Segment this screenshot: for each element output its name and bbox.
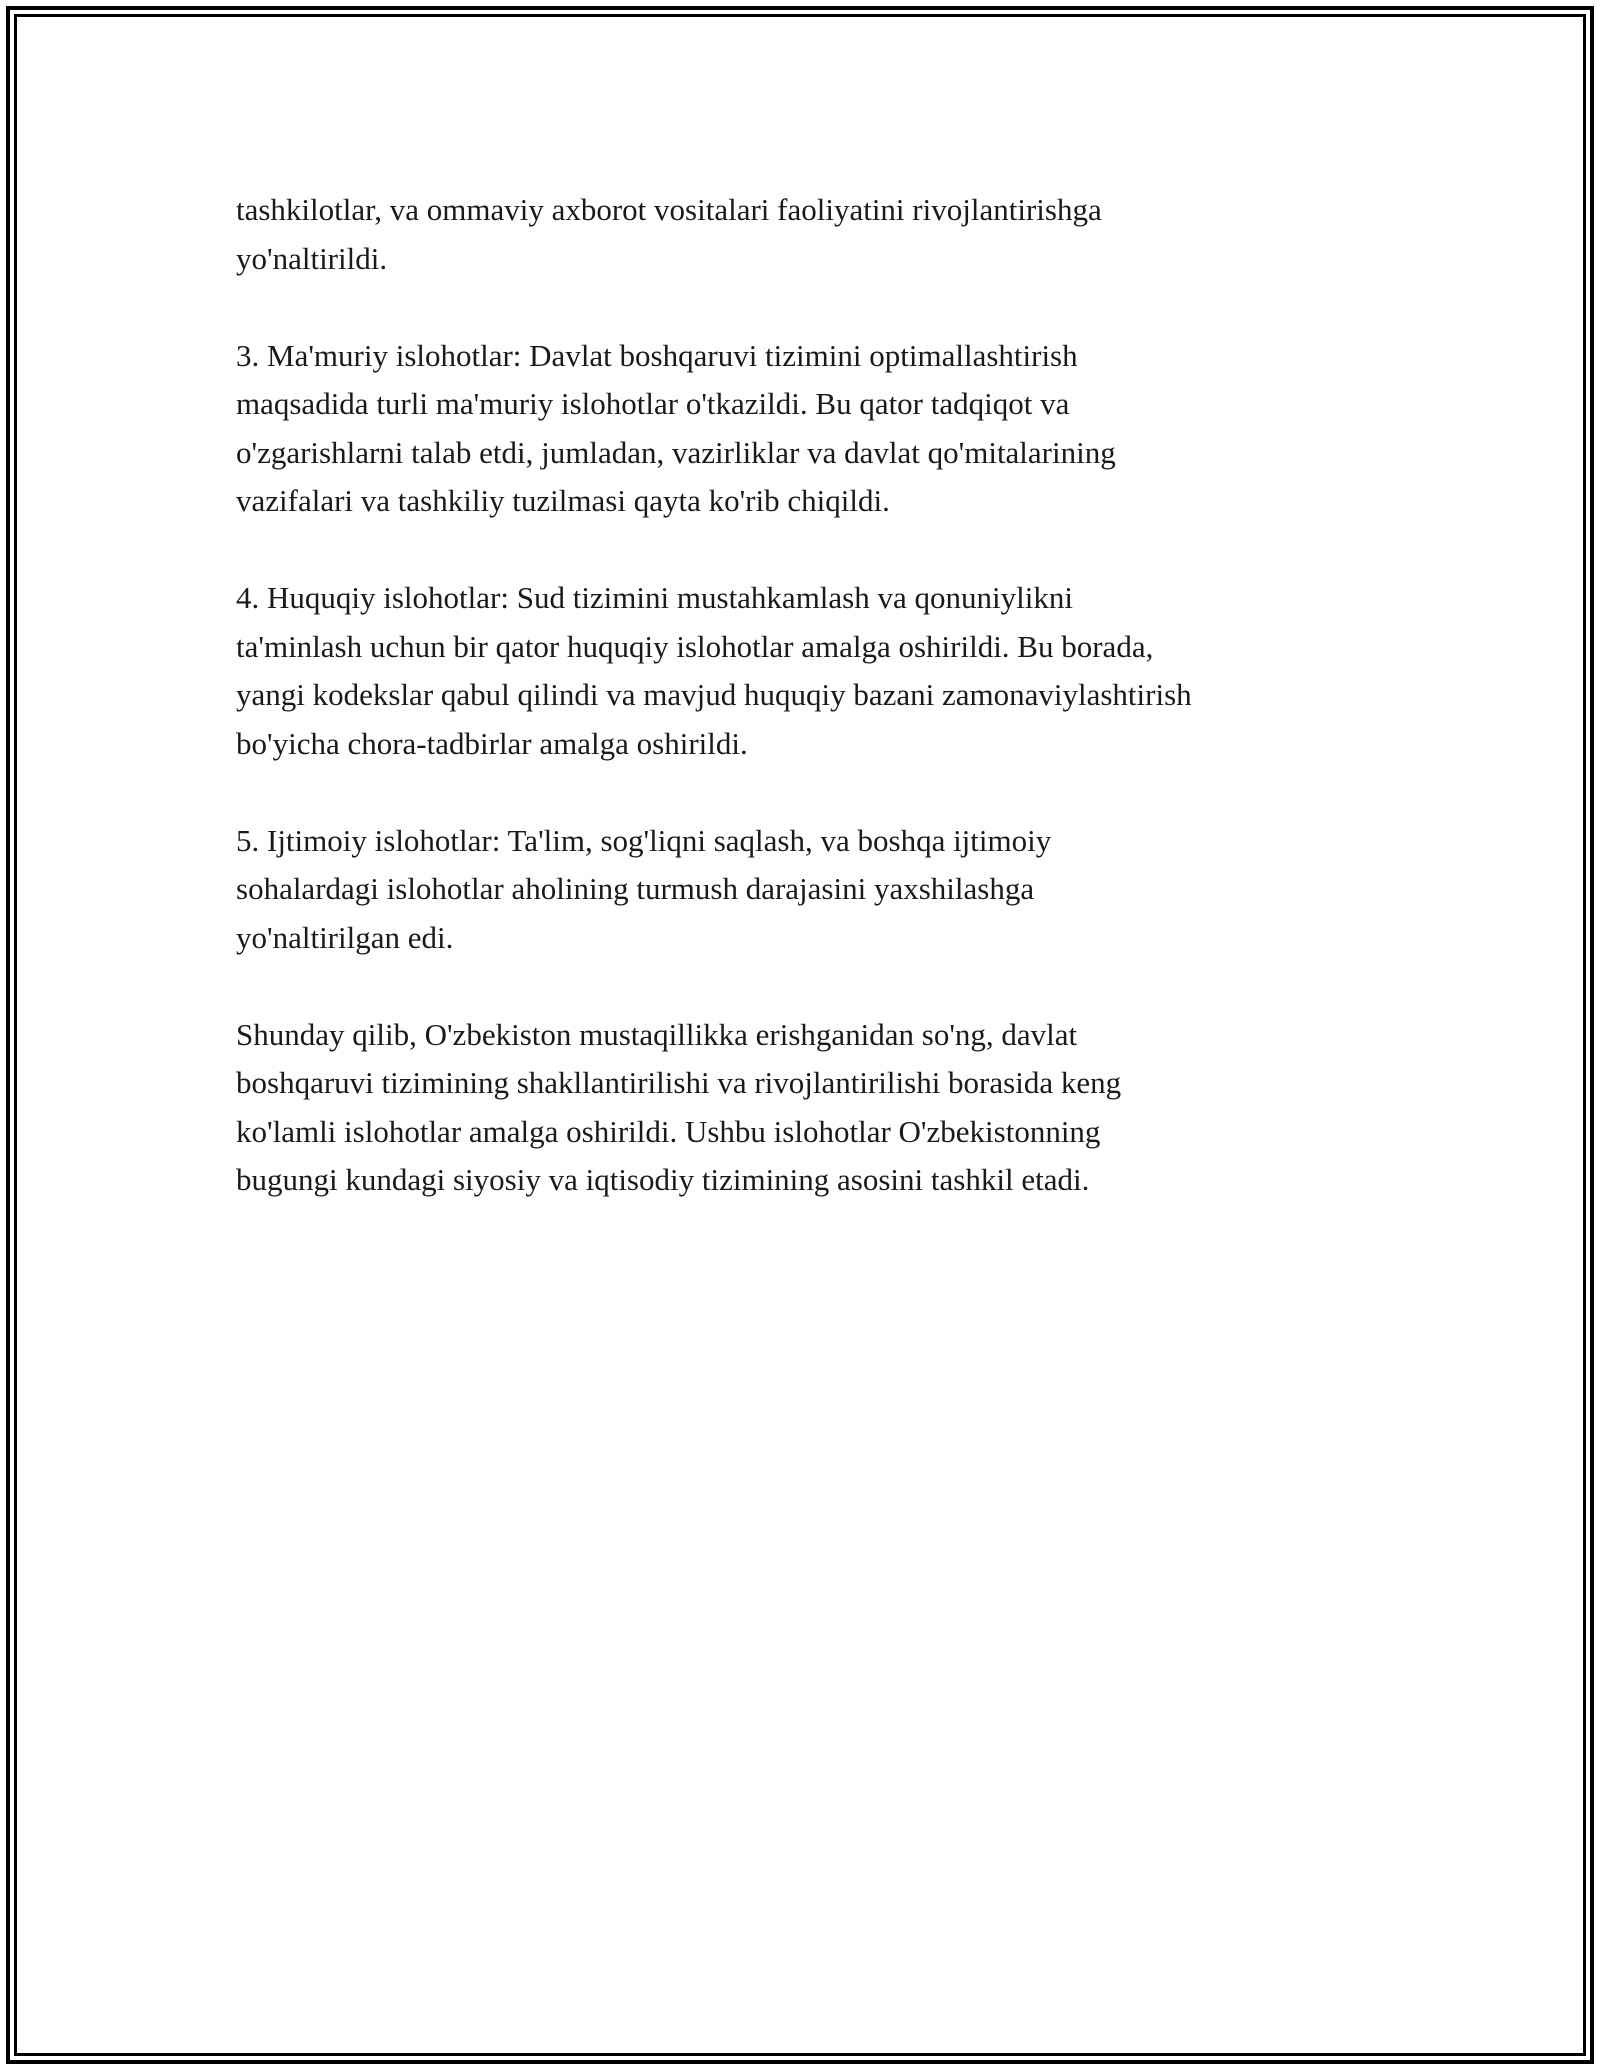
text-line: yo'naltirildi. bbox=[236, 240, 388, 276]
text-line: Shunday qilib, O'zbekiston mustaqillikka erishganidan so'ng, davlat bbox=[236, 1016, 1078, 1052]
text-line: bugungi kundagi siyosiy va iqtisodiy tizimining asosini tashkil etadi. bbox=[236, 1162, 1090, 1197]
text-line: yangi kodekslar qabul qilindi va mavjud huquqiy bazani zamonaviylashtirish bbox=[236, 677, 1192, 712]
text-line: 5. Ijtimoiy islohotlar: Ta'lim, sog'liqni saqlash, va boshqa ijtimoiy bbox=[236, 822, 1052, 858]
text-line: boshqaruvi tizimining shakllantirilishi va rivojlantirilishi borasida keng bbox=[236, 1065, 1122, 1100]
text-line: o'zgarishlarni talab etdi, jumladan, vazirliklar va davlat qo'mitalarining bbox=[236, 434, 1116, 470]
text-line: 3. Ma'muriy islohotlar: Davlat boshqaruvi tizimini optimallashtirish bbox=[236, 337, 1078, 373]
text-line: vazifalari va tashkiliy tuzilmasi qayta ko'rib chiqildi. bbox=[236, 483, 890, 518]
text-line: bo'yicha chora-tadbirlar amalga oshirildi. bbox=[236, 725, 748, 761]
text-line: ko'lamli islohotlar amalga oshirildi. Ushbu islohotlar O'zbekistonning bbox=[236, 1113, 1101, 1149]
paragraph-administrative-reforms bbox=[236, 332, 1386, 526]
text-line: tashkilotlar, va ommaviy axborot vositalari faoliyatini rivojlantirishga bbox=[236, 192, 1102, 227]
text-line: ta'minlash uchun bir qator huquqiy islohotlar amalga oshirildi. Bu borada, bbox=[236, 628, 1154, 664]
paragraph-social-reforms bbox=[236, 817, 1386, 963]
paragraph-continuation bbox=[236, 186, 1386, 283]
text-line: yo'naltirilgan edi. bbox=[236, 919, 454, 955]
paragraph-legal-reforms bbox=[236, 574, 1386, 768]
document-body bbox=[236, 186, 1386, 1253]
text-line: maqsadida turli ma'muriy islohotlar o'tkazildi. Bu qator tadqiqot va bbox=[236, 386, 1070, 421]
text-line: 4. Huquqiy islohotlar: Sud tizimini mustahkamlash va qonuniylikni bbox=[236, 580, 1073, 615]
paragraph-conclusion bbox=[236, 1011, 1386, 1205]
text-line: sohalardagi islohotlar aholining turmush darajasini yaxshilashga bbox=[236, 871, 1035, 906]
